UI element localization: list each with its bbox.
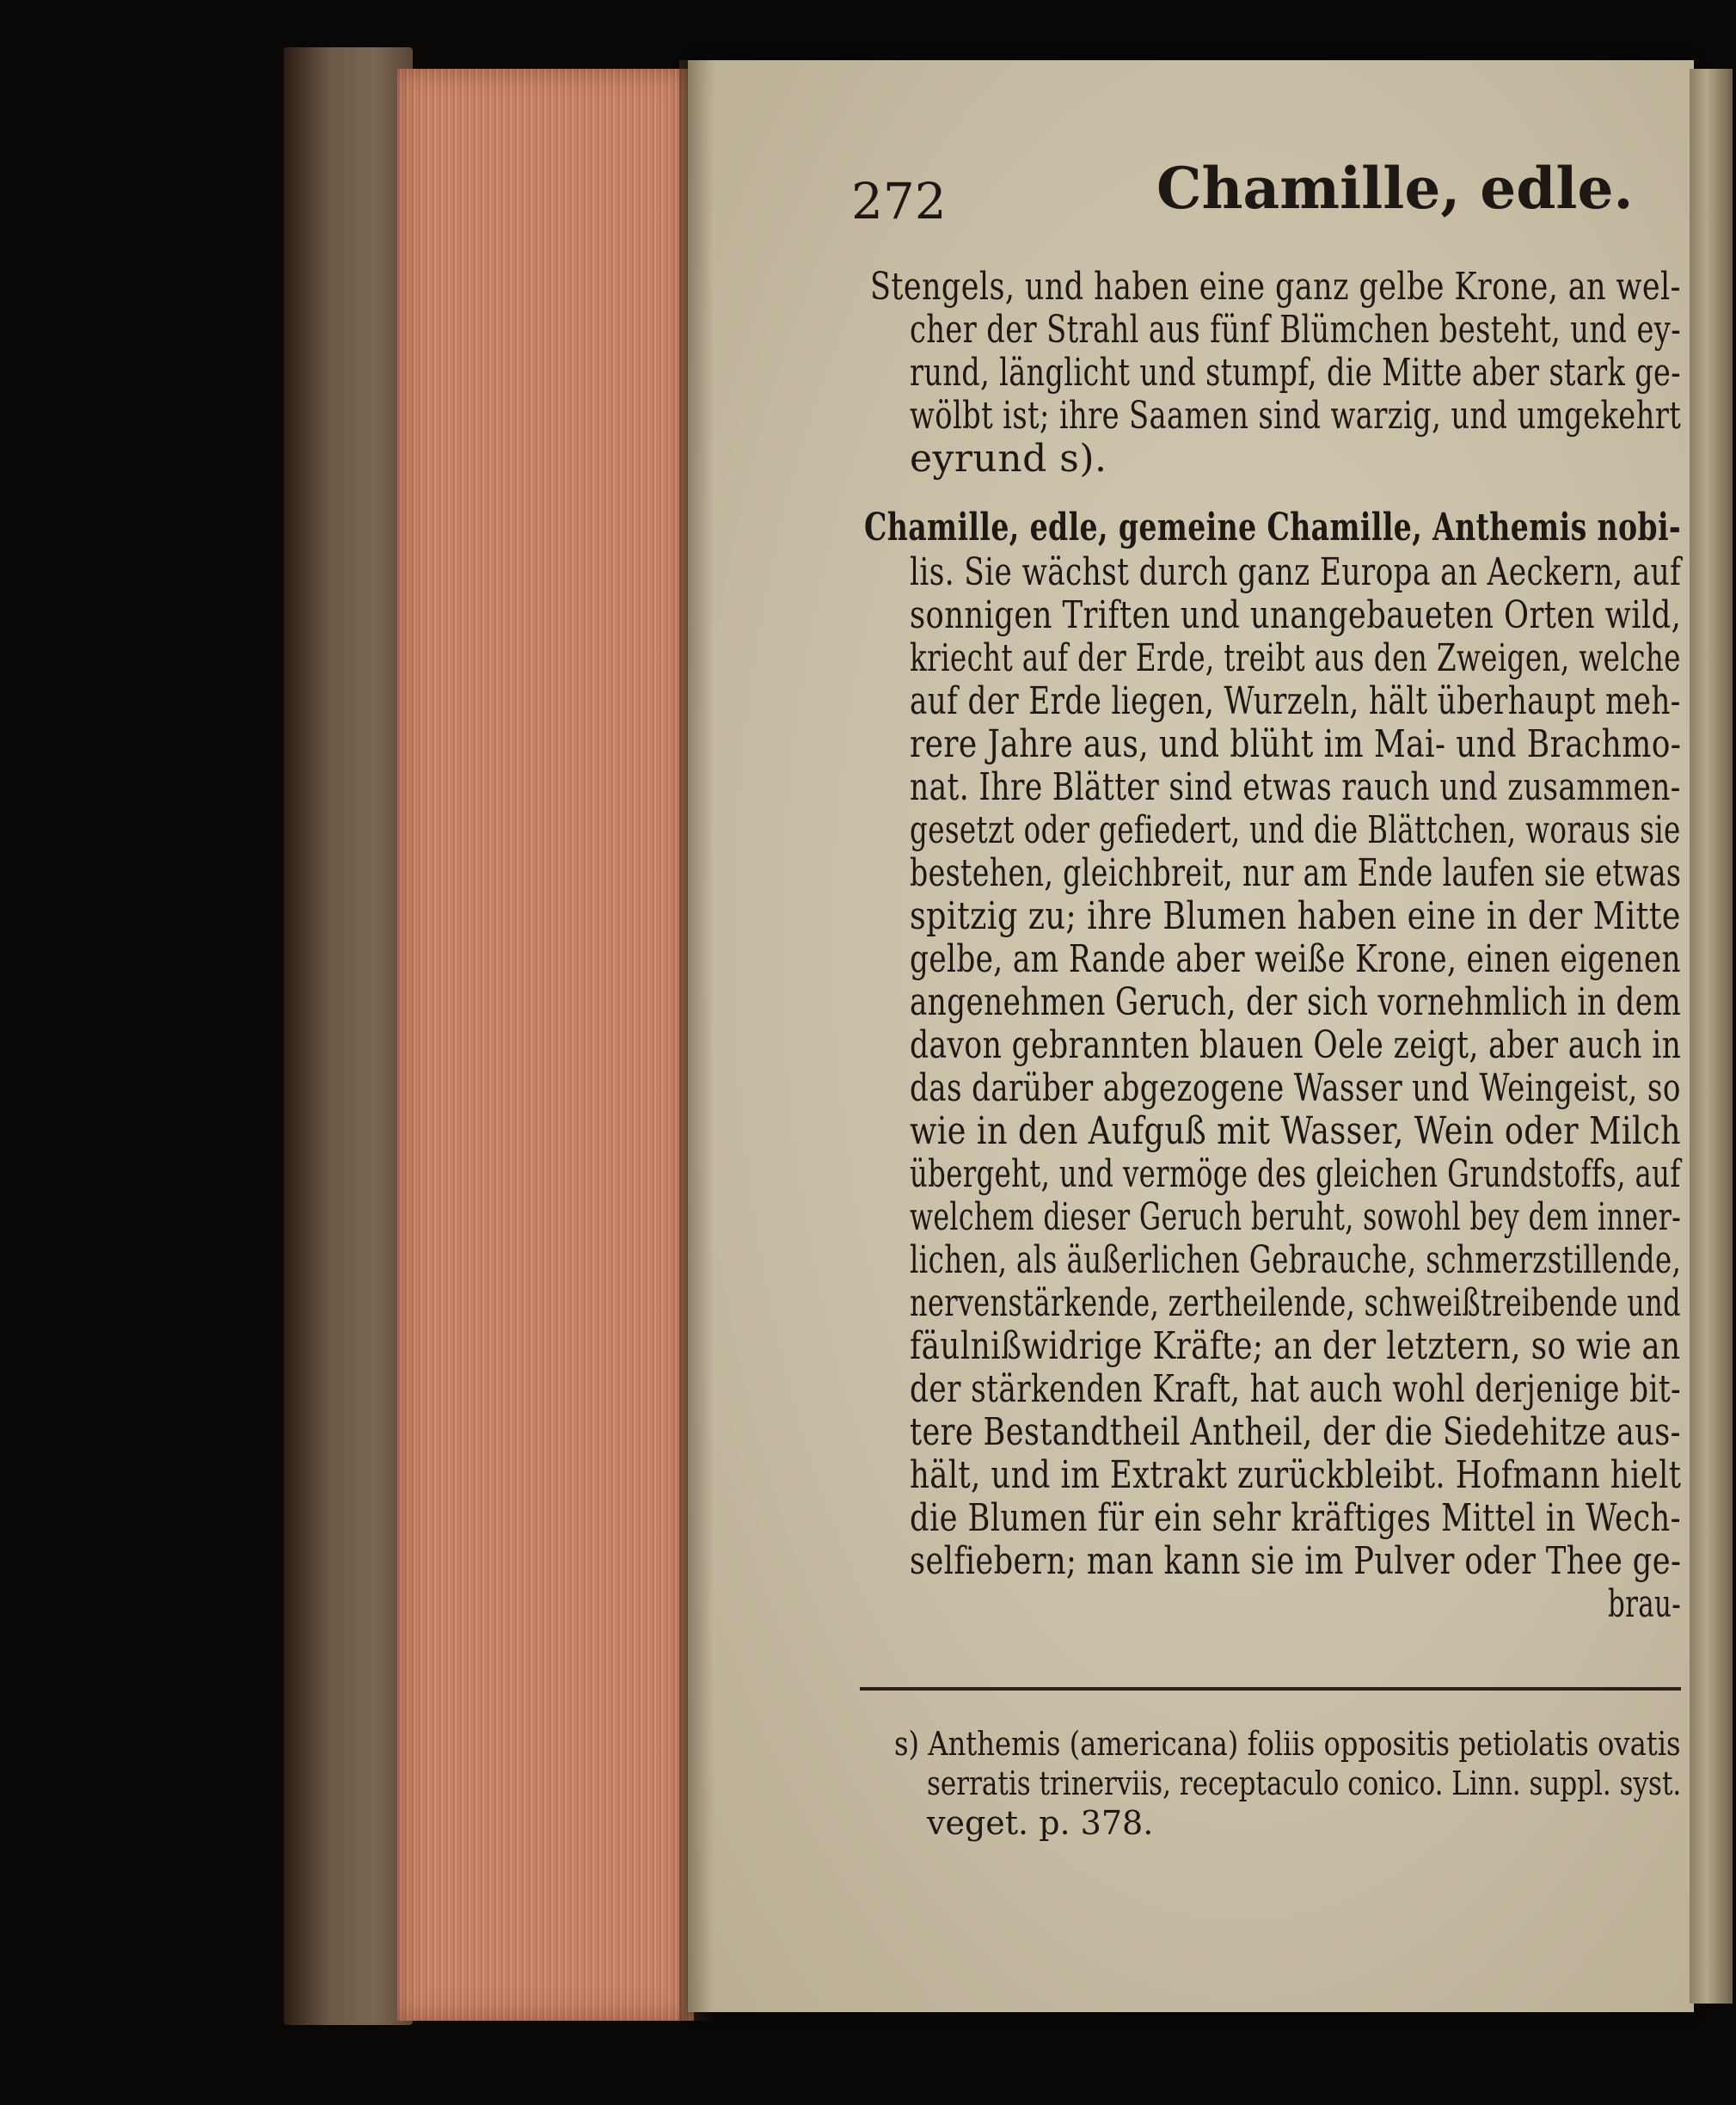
body-line-29: die Blumen für ein sehr kräftiges Mittel in Wech-	[910, 1496, 1681, 1540]
body-line-15: spitzig zu; ihre Blumen haben eine in der Mitte	[910, 894, 1681, 938]
body-line-7: lis. Sie wächst durch ganz Europa an Aeckern, auf	[910, 550, 1682, 594]
body-line-1: Stengels, und haben eine ganz gelbe Krone, an wel-	[870, 265, 1681, 309]
body-line-27: tere Bestandtheil Antheil, der die Siedehitze aus-	[910, 1410, 1681, 1454]
page-number: 272	[851, 172, 947, 230]
body-line-22: welchem dieser Geruch beruht, sowohl bey dem inner-	[910, 1195, 1682, 1239]
body-line-4: wölbt ist; ihre Saamen sind warzig, und umgekehrt	[910, 394, 1682, 438]
body-line-14: bestehen, gleichbreit, nur am Ende laufen sie etwas	[910, 851, 1682, 895]
body-line-18: davon gebrannten blauen Oele zeigt, aber auch in	[910, 1023, 1682, 1067]
footnote-line-1: s) Anthemis (americana) foliis oppositis petiolatis ovatis	[894, 1725, 1681, 1763]
body-line-11: rere Jahre aus, und blüht im Mai- und Brachmo-	[910, 722, 1682, 766]
gutter-shadow	[679, 60, 714, 2021]
body-line-9: kriecht auf der Erde, treibt aus den Zweigen, welche	[910, 636, 1681, 680]
body-line-23: lichen, als äußerlichen Gebrauche, schmerzstillende,	[910, 1238, 1682, 1282]
body-line-12: nat. Ihre Blätter sind etwas rauch und zusammen-	[910, 765, 1681, 809]
body-line-24: nervenstärkende, zertheilende, schweißtreibende und	[910, 1281, 1682, 1325]
body-line-16: gelbe, am Rande aber weiße Krone, einen eigenen	[910, 937, 1681, 981]
footnote-rule	[860, 1687, 1681, 1691]
running-title: Chamille, edle.	[1156, 155, 1634, 222]
page-block-edges	[397, 69, 694, 2021]
body-line-25: fäulnißwidrige Kräfte; an der letztern, so wie an	[910, 1324, 1681, 1368]
body-line-3: rund, länglicht und stumpf, die Mitte aber stark ge-	[910, 351, 1681, 395]
body-line-21: übergeht, und vermöge des gleichen Grundstoffs, auf	[910, 1152, 1681, 1196]
body-line-20: wie in den Aufguß mit Wasser, Wein oder Milch	[910, 1109, 1681, 1153]
body-line-17: angenehmen Geruch, der sich vornehmlich in dem	[910, 980, 1682, 1024]
body-line-2: cher der Strahl aus fünf Blümchen besteht, und ey-	[910, 308, 1682, 352]
footnote-line-2: serratis trinerviis, receptaculo conico. Linn. suppl. syst.	[927, 1764, 1682, 1802]
entry-line-1: Chamille, edle, gemeine Chamille, Anthemis nobi-	[864, 506, 1682, 549]
body-line-10: auf der Erde liegen, Wurzeln, hält überhaupt meh-	[910, 679, 1681, 723]
body-line-13: gesetzt oder gefiedert, und die Blättchen, woraus sie	[910, 808, 1681, 852]
catchword: brau-	[1608, 1582, 1682, 1626]
body-line-28: hält, und im Extrakt zurückbleibt. Hofmann hielt	[910, 1453, 1682, 1497]
body-line-8: sonnigen Triften und unangebaueten Orten wild,	[910, 593, 1682, 637]
body-line-5: eyrund s).	[910, 437, 1107, 481]
book-cover-edge	[284, 47, 413, 2025]
body-line-30: selfiebern; man kann sie im Pulver oder Thee ge-	[910, 1539, 1682, 1583]
body-line-19: das darüber abgezogene Wasser und Weingeist, so	[910, 1066, 1681, 1110]
facing-page-edge	[1690, 69, 1733, 2004]
body-line-26: der stärkenden Kraft, hat auch wohl derjenige bit-	[910, 1367, 1682, 1411]
footnote-line-3: veget. p. 378.	[927, 1804, 1154, 1842]
